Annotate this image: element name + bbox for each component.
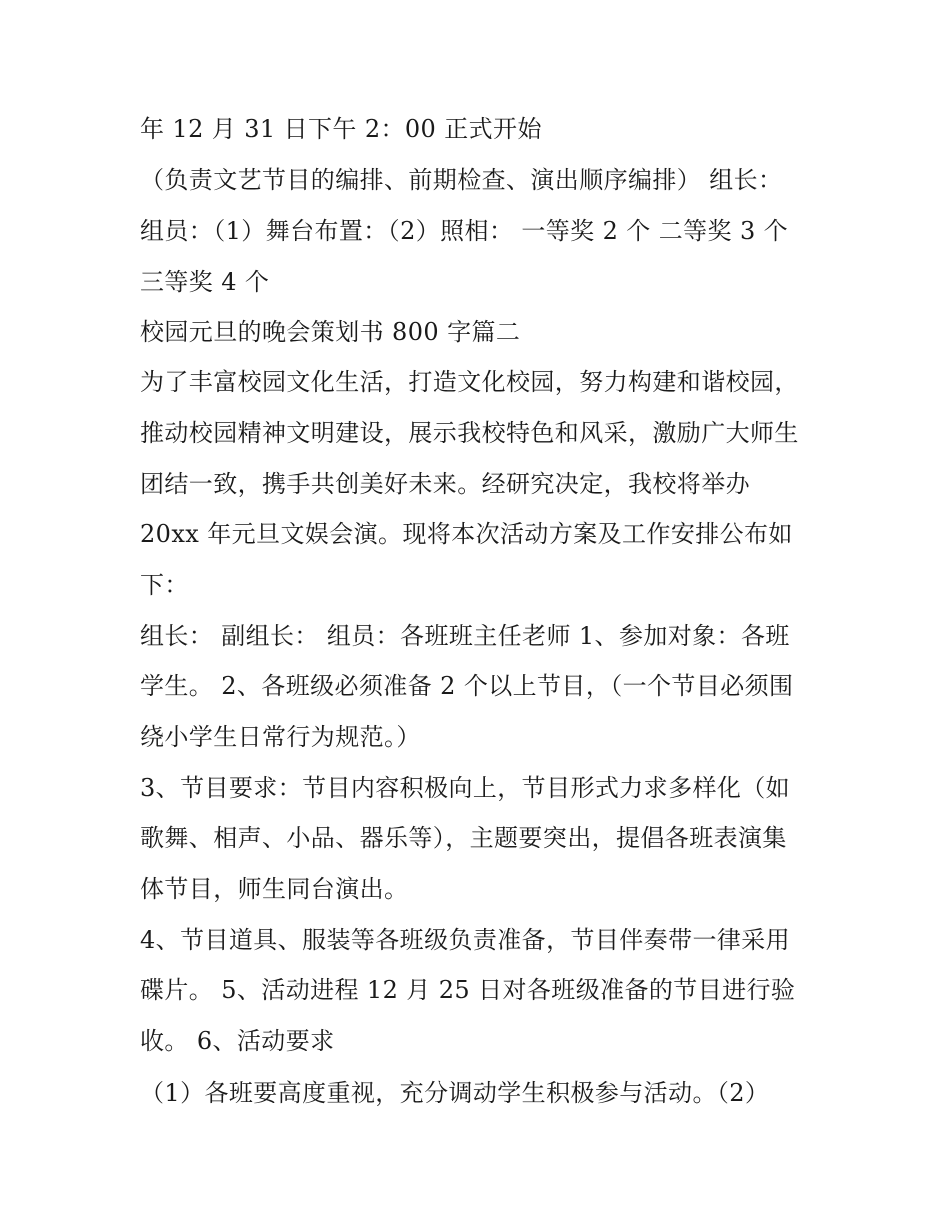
text-line: 碟片。 5、活动进程 12 月 25 日对各班级准备的节目进行验 bbox=[140, 976, 796, 1004]
text-line: 收。 6、活动要求 bbox=[140, 1027, 335, 1055]
text-line: 组员：（1）舞台布置：（2）照相： 一等奖 2 个 二等奖 3 个 bbox=[140, 217, 789, 245]
text-line: 团结一致，携手共创美好未来。经研究决定，我校将举办 bbox=[140, 470, 750, 498]
text-line: 4、节目道具、服装等各班级负责准备，节目伴奏带一律采用 bbox=[140, 926, 791, 954]
text-line: （1）各班要高度重视，充分调动学生积极参与活动。（2） bbox=[140, 1079, 770, 1107]
text-line: （负责文艺节目的编排、前期检查、演出顺序编排） 组长： bbox=[140, 166, 783, 194]
text-line: 20xx 年元旦文娱会演。现将本次活动方案及工作安排公布如 bbox=[140, 520, 793, 548]
text-line: 3、节目要求：节目内容积极向上，节目形式力求多样化（如 bbox=[140, 774, 791, 802]
text-line: 体节目，师生同台演出。 bbox=[140, 875, 409, 903]
text-line: 推动校园精神文明建设，展示我校特色和风采，激励广大师生 bbox=[140, 419, 799, 447]
section-heading: 校园元旦的晚会策划书 800 字篇二 bbox=[140, 318, 521, 346]
text-line: 绕小学生日常行为规范。） bbox=[140, 723, 421, 751]
text-line: 歌舞、相声、小品、器乐等），主题要突出，提倡各班表演集 bbox=[140, 824, 787, 852]
text-line: 下： bbox=[140, 571, 189, 599]
text-line: 为了丰富校园文化生活，打造文化校园，努力构建和谐校园， bbox=[140, 368, 799, 396]
text-line: 组长： 副组长： 组员：各班班主任老师 1、参加对象：各班 bbox=[140, 622, 790, 650]
text-line: 三等奖 4 个 bbox=[140, 268, 270, 296]
text-line: 年 12 月 31 日下午 2：00 正式开始 bbox=[140, 115, 542, 143]
text-line: 学生。 2、各班级必须准备 2 个以上节目，（一个节目必须围 bbox=[140, 672, 794, 700]
